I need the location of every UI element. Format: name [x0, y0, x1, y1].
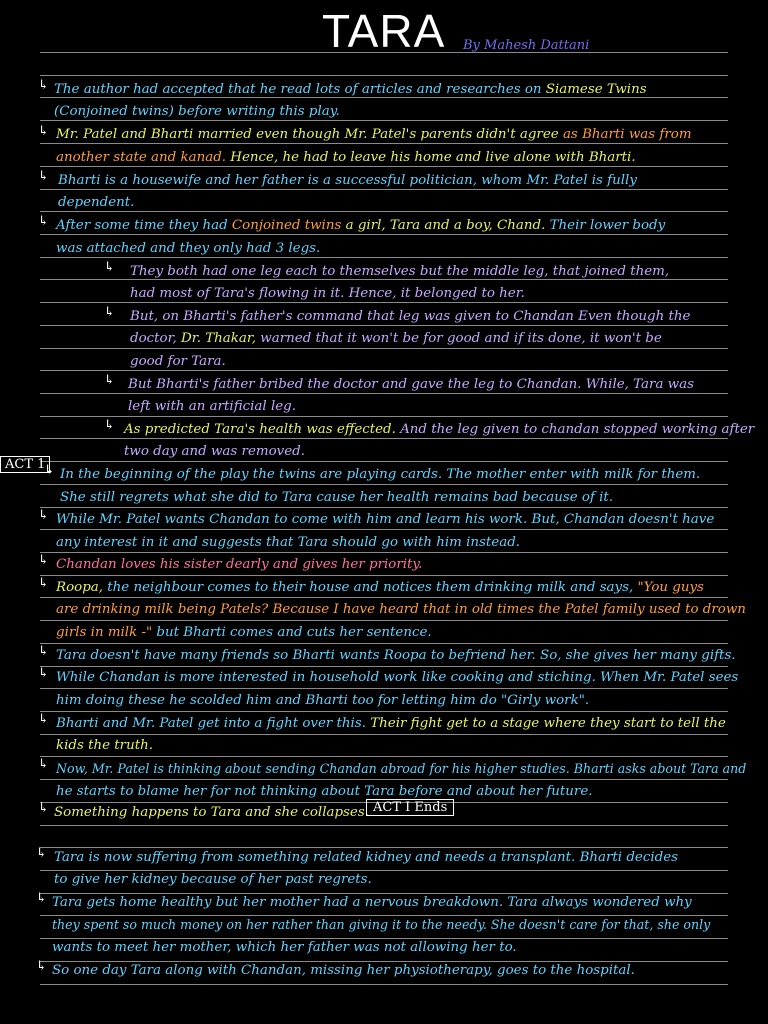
- bullet-arrow-icon: ↳: [38, 508, 49, 523]
- note-line: [56, 148, 636, 168]
- note-line: She still regrets what she did to Tara cause her health remains bad because of it.: [60, 490, 614, 505]
- ruled-line: [40, 711, 728, 712]
- note-line: left with an artificial leg.: [128, 399, 296, 414]
- note-line: are drinking milk being Patels? Because I have heard that in old times the Patel family used to drown: [56, 602, 746, 617]
- note-line: he starts to blame her for not thinking about Tara before and about her future.: [56, 784, 593, 799]
- note-line: [124, 420, 754, 440]
- bullet-arrow-icon: ↳: [38, 757, 49, 772]
- note-line: [56, 216, 665, 236]
- ruled-line: [40, 756, 728, 757]
- note-line: Bharti is a housewife and her father is a successful politician, whom Mr. Patel is fully: [58, 173, 637, 188]
- note-line: wants to meet her mother, which her father was not allowing her to.: [52, 940, 517, 955]
- bullet-arrow-icon: ↳: [38, 78, 49, 93]
- ruled-line: [40, 984, 728, 985]
- note-line: But Bharti's father bribed the doctor and gave the leg to Chandan. While, Tara was: [128, 377, 695, 392]
- sub-bullet-arrow-icon: ↳: [104, 305, 115, 320]
- note-line: dependent.: [58, 195, 135, 210]
- note-line: [56, 578, 704, 598]
- note-line: [56, 714, 726, 734]
- bullet-arrow-icon: ↳: [38, 801, 49, 816]
- note-highlight: Their fight get to a stage where they start to tell the: [370, 716, 726, 731]
- bullet-arrow-icon: ↳: [38, 644, 49, 659]
- note-line: Now, Mr. Patel is thinking about sending Chandan abroad for his higher studies. Bharti asks about Tara and: [56, 761, 747, 776]
- bullet-arrow-icon: ↳: [36, 959, 47, 974]
- bullet-arrow-icon: ↳: [38, 124, 49, 139]
- note-highlight: a girl, Tara and a boy, Chand.: [345, 218, 546, 233]
- note-line: any interest in it and suggests that Tara should go with him instead.: [56, 535, 521, 550]
- note-text: the neighbour comes to their house and notices them drinking milk and says,: [107, 580, 634, 595]
- note-text: Bharti and Mr. Patel get into a fight over this.: [56, 716, 366, 731]
- note-highlight: Roopa,: [56, 580, 104, 595]
- note-line: Chandan loves his sister dearly and gives her priority.: [56, 557, 423, 572]
- bullet-arrow-icon: ↳: [38, 169, 49, 184]
- bullet-arrow-icon: ↳: [38, 214, 49, 229]
- ruled-line: [40, 620, 728, 621]
- note-line: (Conjoined twins) before writing this play.: [54, 104, 340, 119]
- note-line: Tara gets home healthy but her mother had a nervous breakdown. Tara always wondered why: [52, 895, 692, 910]
- sub-bullet-arrow-icon: ↳: [104, 418, 115, 433]
- bullet-arrow-icon: ↳: [38, 576, 49, 591]
- act-one-tag: ACT 1: [0, 456, 50, 473]
- sub-bullet-arrow-icon: ↳: [104, 260, 115, 275]
- note-line: good for Tara.: [130, 354, 226, 369]
- note-line: So one day Tara along with Chandan, missing her physiotherapy, goes to the hospital.: [52, 963, 635, 978]
- note-highlight: Conjoined twins: [231, 218, 342, 233]
- ruled-line: [40, 575, 728, 576]
- bullet-arrow-icon: ↳: [36, 846, 47, 861]
- sub-bullet-arrow-icon: ↳: [104, 373, 115, 388]
- note-line: had most of Tara's flowing in it. Hence, it belonged to her.: [130, 286, 525, 301]
- note-line: to give her kidney because of her past regrets.: [54, 872, 372, 887]
- note-text: The author had accepted that he read lots of articles and researches on: [54, 82, 542, 97]
- ruled-line: [40, 825, 728, 826]
- page-title: TARA: [322, 5, 446, 57]
- bullet-arrow-icon: ↳: [44, 463, 55, 478]
- bullet-arrow-icon: ↳: [38, 553, 49, 568]
- note-text: Mr. Patel and Bharti married even though Mr. Patel's parents didn't agree: [56, 127, 559, 142]
- note-highlight: Siamese Twins: [545, 82, 647, 97]
- note-line: Something happens to Tara and she collapses.: [54, 805, 369, 820]
- ruled-line: [40, 688, 728, 689]
- note-line: They both had one leg each to themselves but the middle leg, that joined them,: [130, 264, 670, 279]
- bullet-arrow-icon: ↳: [38, 666, 49, 681]
- note-line: Tara doesn't have many friends so Bharti wants Roopa to befriend her. So, she gives her many gifts.: [56, 648, 736, 663]
- bullet-arrow-icon: ↳: [38, 712, 49, 727]
- note-highlight: "You guys: [637, 580, 704, 595]
- note-line: In the beginning of the play the twins are playing cards. The mother enter with milk for them.: [60, 467, 701, 482]
- ruled-line: [40, 75, 728, 76]
- note-text: Their lower body: [549, 218, 666, 233]
- bullet-arrow-icon: ↳: [36, 891, 47, 906]
- note-line: two day and was removed.: [124, 444, 305, 459]
- ruled-line: [40, 643, 728, 644]
- note-line: him doing these he scolded him and Bharti too for letting him do "Girly work".: [56, 693, 590, 708]
- author-byline: By Mahesh Dattani: [463, 38, 590, 53]
- note-text: warned that it won't be for good and if its done, it won't be: [260, 331, 662, 346]
- note-line: While Mr. Patel wants Chandan to come with him and learn his work. But, Chandan doesn't have: [56, 512, 715, 527]
- note-text: doctor,: [130, 331, 177, 346]
- note-line: [130, 329, 662, 349]
- note-text: but Bharti comes and cuts her sentence.: [156, 625, 432, 640]
- note-line: [56, 623, 432, 643]
- note-highlight: another state and kanad.: [56, 150, 227, 165]
- note-line: they spent so much money on her rather than giving it to the needy. She doesn't care for that, she only: [52, 917, 711, 932]
- note-line: Tara is now suffering from something related kidney and needs a transplant. Bharti decides: [54, 850, 678, 865]
- note-line: While Chandan is more interested in household work like cooking and stiching. When Mr. Patel sees: [56, 670, 739, 685]
- act-one-end-box: ACT I Ends: [366, 799, 454, 816]
- note-text: Hence, he had to leave his home and live alone with Bharti.: [230, 150, 636, 165]
- note-line: [56, 125, 692, 145]
- note-line: But, on Bharti's father's command that leg was given to Chandan Even though the: [130, 309, 691, 324]
- note-line: [54, 80, 647, 100]
- note-line: kids the truth.: [56, 738, 153, 753]
- ruled-line: [40, 779, 728, 780]
- note-text: After some time they had: [56, 218, 228, 233]
- note-text: And the leg given to chandan stopped working after: [400, 422, 755, 437]
- note-highlight: as Bharti was from: [562, 127, 692, 142]
- note-highlight: As predicted Tara's health was effected.: [124, 422, 396, 437]
- note-line: was attached and they only had 3 legs.: [56, 241, 321, 256]
- note-highlight: girls in milk -": [56, 625, 153, 640]
- ruled-line: [40, 211, 728, 212]
- ruled-line: [40, 734, 728, 735]
- note-highlight: Dr. Thakar,: [181, 331, 257, 346]
- ruled-line: [40, 666, 728, 667]
